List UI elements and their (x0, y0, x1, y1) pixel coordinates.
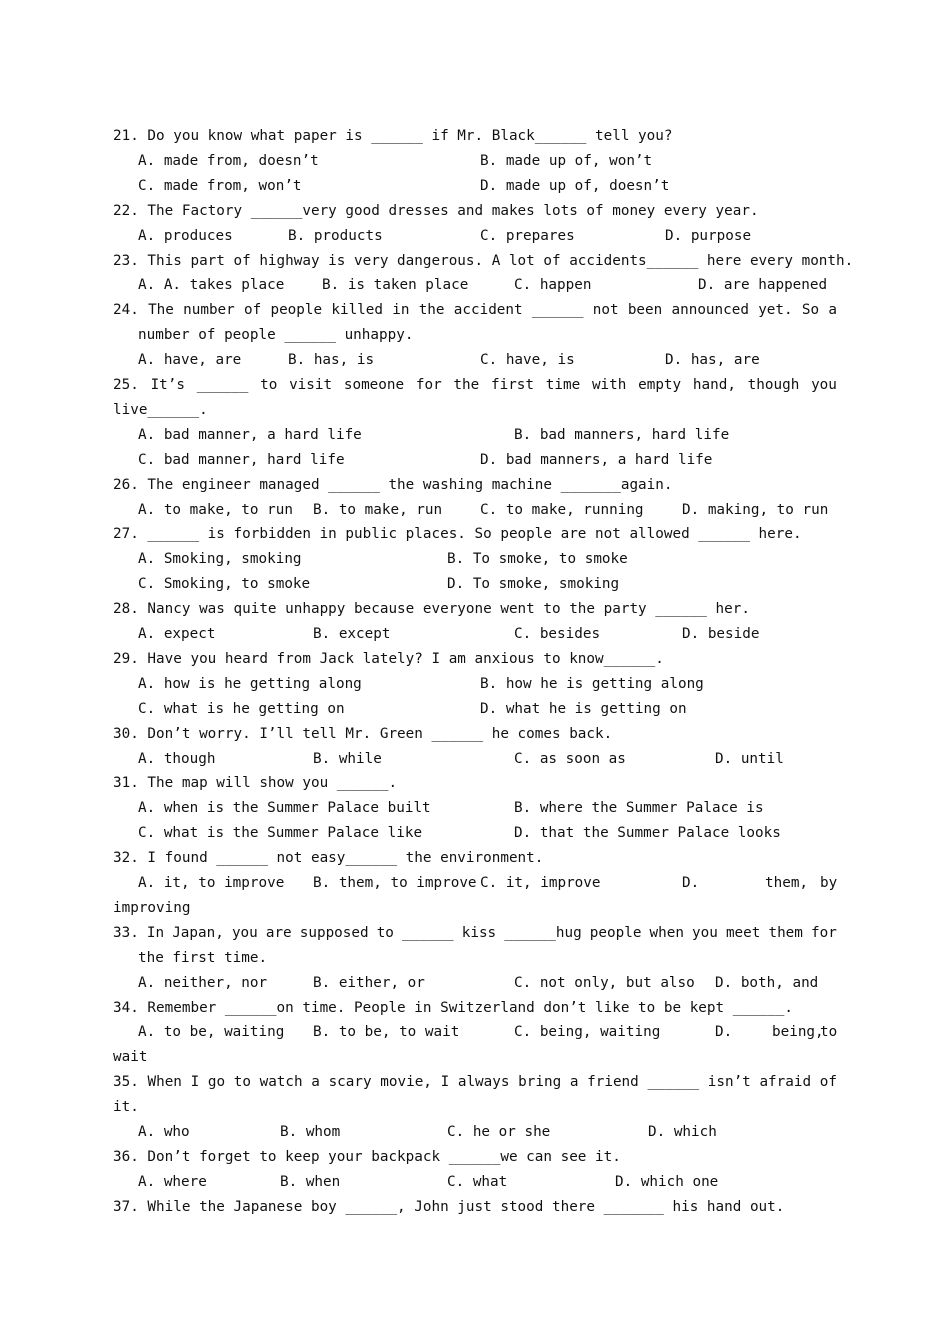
question-33-stem (113, 921, 837, 946)
answer-option: B. made up of, won’t (480, 153, 653, 169)
stem-word: you (811, 377, 837, 393)
question-stem-text: number of people ______ unhappy. (138, 327, 414, 343)
answer-option: A. though (138, 751, 216, 767)
answer-option: B. except (313, 626, 391, 642)
answer-option: C. being, waiting (514, 1024, 661, 1040)
answer-option-text: wait (113, 1049, 148, 1065)
answer-option: C. what is he getting on (138, 701, 345, 717)
question-36-stem (113, 1145, 837, 1170)
stem-word: the (418, 302, 445, 318)
answer-option: C. what is the Summer Palace like (138, 825, 423, 841)
answer-option: A. when is the Summer Palace built (138, 800, 431, 816)
question-25-options-row (0, 448, 950, 473)
question-stem-text: 23. This part of highway is very dangerous. A lot of accidents______ here every month. (113, 253, 854, 269)
stem-word: I (190, 1074, 200, 1090)
stem-word: people (270, 302, 323, 318)
stem-word: killed (331, 302, 384, 318)
question-stem-text: 31. The map will show you ______. (113, 775, 398, 791)
stem-word: supposed (299, 925, 369, 941)
question-23-stem (113, 249, 854, 274)
stem-word: the (453, 377, 480, 393)
answer-option: C. he or she (447, 1124, 551, 1140)
answer-option: B. when (280, 1174, 341, 1190)
question-stem-text: 36. Don’t forget to keep your backpack ______we can see it. (113, 1149, 621, 1165)
stem-word: 35. (113, 1074, 139, 1090)
answer-option: C. what (447, 1174, 508, 1190)
answer-option: C. have, is (480, 352, 575, 368)
answer-option: C. besides (514, 626, 601, 642)
stem-word: number (183, 302, 235, 318)
answer-option: C. happen (514, 277, 592, 293)
answer-option: A. produces (138, 228, 233, 244)
answer-option: being, (772, 1024, 824, 1040)
question-27-options-row (0, 572, 950, 597)
answer-option: C. Smoking, to smoke (138, 576, 311, 592)
question-stem-text: 22. The Factory ______very good dresses and makes lots of money every year. (113, 203, 759, 219)
question-32-options-row (0, 871, 950, 896)
stem-word: 33. (113, 925, 139, 941)
stem-word: When (147, 1074, 182, 1090)
answer-option: B. while (313, 751, 382, 767)
answer-option: B. them, to improve (313, 875, 477, 891)
answer-option: D. To smoke, smoking (447, 576, 620, 592)
stem-word: 24. (113, 302, 139, 318)
stem-word: people (589, 925, 642, 941)
question-stem-text: 21. Do you know what paper is ______ if Mr. Black______ tell you? (113, 128, 673, 144)
question-34-stem (113, 996, 837, 1021)
answer-option: D. what he is getting on (480, 701, 687, 717)
stem-word: I (440, 1074, 450, 1090)
question-30-options-row (0, 747, 950, 772)
answer-option: B. how he is getting along (480, 676, 704, 692)
answer-option: A. it, to improve (138, 875, 285, 891)
question-21-options-row (0, 174, 950, 199)
question-32-stem (113, 846, 837, 871)
question-21-options-row (0, 149, 950, 174)
stem-word: afraid (759, 1074, 812, 1090)
question-34-option-wrapped (113, 1045, 837, 1070)
question-24-stem-continued (138, 323, 837, 348)
answer-option: D. made up of, doesn’t (480, 178, 670, 194)
stem-word: to (260, 377, 278, 393)
stem-word: in (392, 302, 410, 318)
stem-word: of (819, 1074, 837, 1090)
question-28-options-row (0, 622, 950, 647)
answer-option: B. where the Summer Palace is (514, 800, 764, 816)
stem-word: visit (289, 377, 333, 393)
answer-option: D. are happened (698, 277, 828, 293)
answer-option: C. as soon as (514, 751, 626, 767)
question-31-stem (113, 771, 837, 796)
answer-option: D. purpose (665, 228, 752, 244)
answer-option: D. (682, 875, 700, 891)
question-28-stem (113, 597, 837, 622)
question-stem-text: 28. Nancy was quite unhappy because everyone went to the party ______ her. (113, 601, 750, 617)
answer-option: B. to be, to wait (313, 1024, 460, 1040)
answer-option: C. not only, but also (514, 975, 695, 991)
question-stem-text: the first time. (138, 950, 268, 966)
answer-option: A. who (138, 1124, 190, 1140)
stem-word: ______ (402, 925, 454, 941)
stem-word: isn’t (707, 1074, 751, 1090)
answer-option: them, (765, 875, 809, 891)
stem-word: to (376, 925, 394, 941)
stem-word: though (747, 377, 800, 393)
answer-option: D. (715, 1024, 733, 1040)
answer-option: to (820, 1024, 838, 1040)
question-22-stem (113, 199, 837, 224)
answer-option-text: improving (113, 900, 191, 916)
answer-option: D. which one (615, 1174, 719, 1190)
stem-word: for (810, 925, 837, 941)
question-35-options-row (0, 1120, 950, 1145)
stem-word: not (592, 302, 619, 318)
stem-word: movie, (380, 1074, 432, 1090)
stem-word: friend (587, 1074, 639, 1090)
question-27-stem (113, 522, 837, 547)
stem-word: In (146, 925, 165, 941)
question-stem-text: 34. Remember ______on time. People in Switzerland don’t like to be kept ______. (113, 1000, 793, 1016)
question-33-options-row (0, 971, 950, 996)
answer-option: B. products (288, 228, 383, 244)
answer-option: A. have, are (138, 352, 242, 368)
question-36-options-row (0, 1170, 950, 1195)
question-stem-text: 32. I found ______ not easy______ the environment. (113, 850, 544, 866)
stem-word: of (244, 302, 262, 318)
answer-option: C. to make, running (480, 502, 644, 518)
answer-option: B. either, or (313, 975, 425, 991)
question-29-stem (113, 647, 837, 672)
stem-word: meet (725, 925, 761, 941)
question-32-option-wrapped (113, 896, 837, 921)
answer-option: A. neither, nor (138, 975, 268, 991)
answer-option: B. to make, run (313, 502, 443, 518)
answer-option: A. to be, waiting (138, 1024, 285, 1040)
stem-word: So (801, 302, 820, 318)
answer-option: by (820, 875, 838, 891)
stem-word: ______ (647, 1074, 700, 1090)
stem-word: with (591, 377, 627, 393)
question-31-options-row (0, 821, 950, 846)
answer-option: C. it, improve (480, 875, 601, 891)
answer-option: D. both, and (715, 975, 819, 991)
question-22-options-row (0, 224, 950, 249)
stem-word: ______ (531, 302, 584, 318)
question-stem-text: 26. The engineer managed ______ the washing machine _______again. (113, 477, 673, 493)
answer-option: D. that the Summer Palace looks (514, 825, 781, 841)
question-33-stem-continued (138, 946, 837, 971)
stem-word: a (311, 1074, 320, 1090)
stem-word: a (828, 302, 837, 318)
answer-option: D. until (715, 751, 784, 767)
stem-word: empty (638, 377, 682, 393)
stem-word: when (649, 925, 684, 941)
answer-option: A. where (138, 1174, 207, 1190)
question-stem-text: it. (113, 1099, 139, 1115)
answer-option: D. making, to run (682, 502, 829, 518)
stem-word: you (692, 925, 718, 941)
stem-word: to (233, 1074, 251, 1090)
question-stem-text: 29. Have you heard from Jack lately? I am anxious to know______. (113, 651, 664, 667)
question-stem-text: live______. (113, 402, 208, 418)
stem-word: go (207, 1074, 226, 1090)
stem-word: time (545, 377, 581, 393)
stem-word: someone (343, 377, 405, 393)
stem-word: are (265, 925, 292, 941)
question-31-options-row (0, 796, 950, 821)
question-26-stem (113, 473, 837, 498)
stem-word: It’s (150, 377, 185, 393)
answer-option: B. whom (280, 1124, 341, 1140)
question-37-stem (113, 1195, 837, 1220)
answer-option: D. beside (682, 626, 760, 642)
stem-word: for (415, 377, 442, 393)
answer-option: B. is taken place (322, 277, 469, 293)
answer-option: A. bad manner, a hard life (138, 427, 362, 443)
stem-word: watch (259, 1074, 303, 1090)
question-21-stem (113, 124, 837, 149)
question-26-options-row (0, 498, 950, 523)
stem-word: them (768, 925, 803, 941)
question-23-options-row (0, 273, 950, 298)
question-34-options-row (0, 1020, 950, 1045)
stem-word: kiss (461, 925, 497, 941)
answer-option: A. made from, doesn’t (138, 153, 319, 169)
stem-word: a (569, 1074, 579, 1090)
stem-word: always (457, 1074, 510, 1090)
answer-option: D. has, are (665, 352, 760, 368)
stem-word: bring (518, 1074, 562, 1090)
stem-word: you (231, 925, 258, 941)
question-29-options-row (0, 697, 950, 722)
question-24-stem (113, 298, 837, 323)
stem-word: hand, (692, 377, 736, 393)
question-30-stem (113, 722, 837, 747)
answer-option: A. to make, to run (138, 502, 293, 518)
answer-option: A. expect (138, 626, 216, 642)
question-25-stem-wrapped (113, 398, 837, 423)
stem-word: announced (671, 302, 749, 318)
question-stem-text: 27. ______ is forbidden in public places. So people are not allowed ______ here. (113, 526, 802, 542)
stem-word: yet. (758, 302, 793, 318)
answer-option: D. which (648, 1124, 717, 1140)
question-25-options-row (0, 423, 950, 448)
question-stem-text: 30. Don’t worry. I’ll tell Mr. Green ______ he comes back. (113, 726, 613, 742)
question-25-stem (113, 373, 837, 398)
stem-word: 25. (113, 377, 139, 393)
answer-option: C. made from, won’t (138, 178, 302, 194)
stem-word: scary (328, 1074, 372, 1090)
stem-word: ______hug (504, 925, 582, 941)
stem-word: The (148, 302, 174, 318)
question-35-stem (113, 1070, 837, 1095)
answer-option: A. Smoking, smoking (138, 551, 302, 567)
answer-option: D. bad manners, a hard life (480, 452, 713, 468)
stem-word: first (490, 377, 535, 393)
question-27-options-row (0, 547, 950, 572)
stem-word: ______ (196, 377, 249, 393)
answer-option: B. has, is (288, 352, 375, 368)
question-29-options-row (0, 672, 950, 697)
answer-option: C. prepares (480, 228, 575, 244)
answer-option: A. A. takes place (138, 277, 285, 293)
answer-option: A. how is he getting along (138, 676, 362, 692)
stem-word: been (627, 302, 663, 318)
question-stem-text: 37. While the Japanese boy ______, John just stood there _______ his hand out. (113, 1199, 785, 1215)
question-24-options-row (0, 348, 950, 373)
stem-word: accident (453, 302, 523, 318)
answer-option: B. bad manners, hard life (514, 427, 730, 443)
question-35-stem-wrapped (113, 1095, 837, 1120)
answer-option: C. bad manner, hard life (138, 452, 345, 468)
stem-word: Japan, (172, 925, 224, 941)
answer-option: B. To smoke, to smoke (447, 551, 628, 567)
